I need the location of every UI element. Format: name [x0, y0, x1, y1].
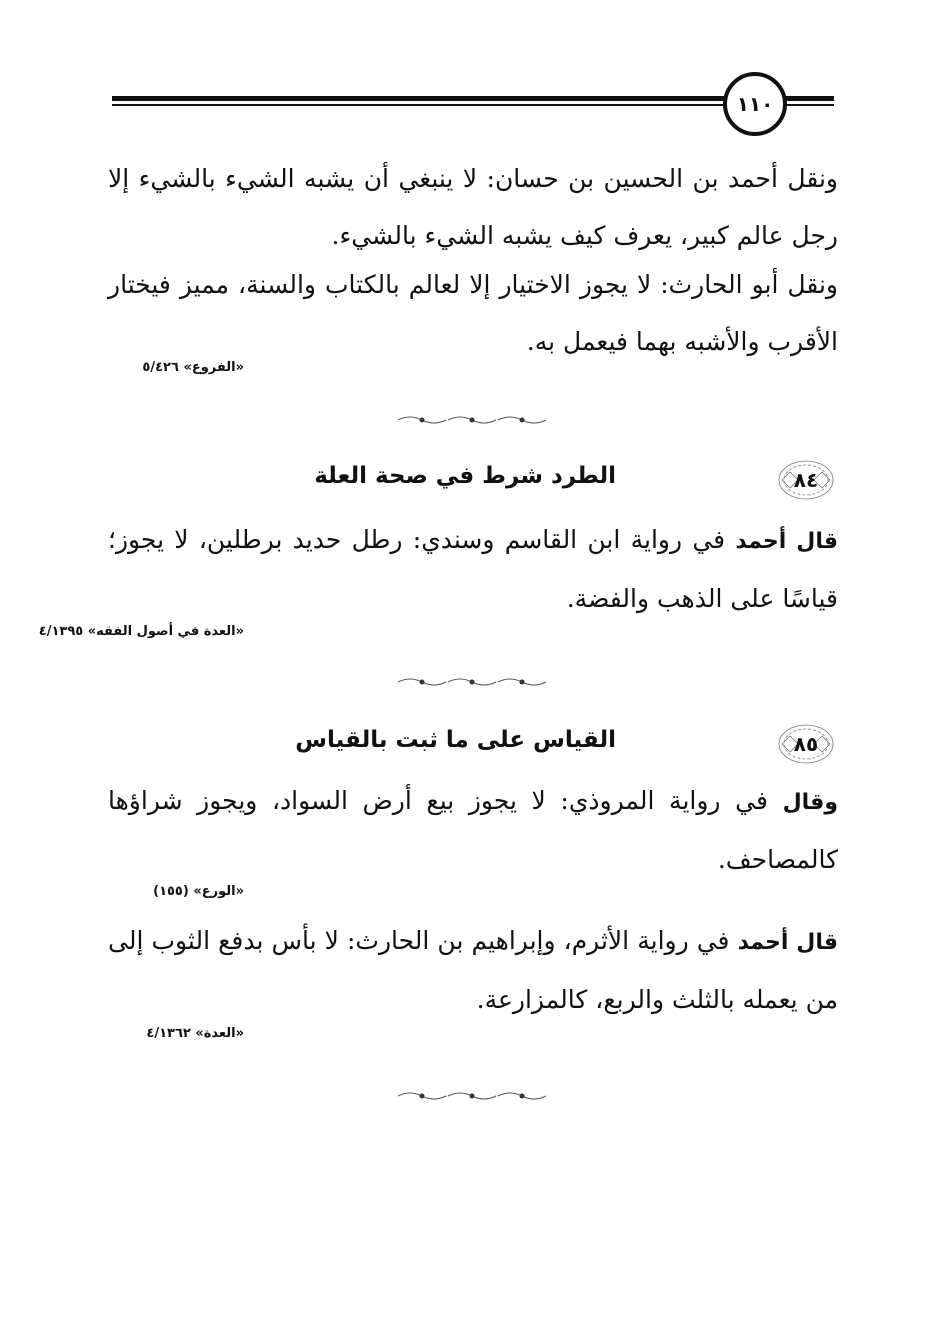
reference-udda-usul: «العدة في أصول الفقه» ٤/١٣٩٥ — [38, 624, 244, 639]
reference-udda: «العدة» ٤/١٣٦٢ — [146, 1026, 244, 1041]
paragraph-text: في رواية المروذي: لا يجوز بيع أرض السواد، ويجوز شراؤها كالمصاحف. — [108, 786, 838, 874]
floral-divider-icon — [396, 414, 548, 426]
section-84-badge — [776, 458, 836, 502]
reference-wara: «الورع» (١٥٥) — [153, 884, 244, 899]
section-85-number: ٨٥ — [793, 732, 819, 756]
section-84-paragraph — [108, 511, 838, 627]
section-85-badge — [776, 722, 836, 766]
section-84-number: ٨٤ — [793, 468, 819, 492]
page-number: ١١٠ — [723, 72, 787, 136]
reference-furu: «الفروع» ٥/٤٢٦ — [142, 360, 244, 375]
floral-divider-icon — [396, 1090, 548, 1102]
paragraph-text: في رواية الأثرم، وإبراهيم بن الحارث: لا بأس بدفع الثوب إلى من يعمله بالثلث والربع، كالمزارعة. — [108, 926, 838, 1014]
speaker-label: وقال — [782, 790, 838, 815]
floral-divider-icon — [396, 676, 548, 688]
section-85-paragraph-2 — [108, 912, 838, 1028]
speaker-label: قال أحمد — [735, 529, 838, 554]
section-84-title: الطرد شرط في صحة العلة — [314, 463, 616, 489]
paragraph-text: في رواية ابن القاسم وسندي: رطل حديد برطلين، لا يجوز؛ قياسًا على الذهب والفضة. — [108, 525, 838, 613]
section-85-paragraph-1 — [108, 772, 838, 888]
speaker-label: قال أحمد — [737, 930, 838, 955]
section-85-title: القياس على ما ثبت بالقياس — [295, 727, 616, 753]
paragraph-ibn-hassan: ونقل أحمد بن الحسين بن حسان: لا ينبغي أن يشبه الشيء بالشيء إلا رجل عالم كبير، يعرف كيف يشبه الشيء بالشيء. — [108, 164, 838, 250]
paragraph-abu-al-harith: ونقل أبو الحارث: لا يجوز الاختيار إلا لعالم بالكتاب والسنة، مميز فيختار الأقرب والأشبه بهما فيعمل به. — [108, 270, 838, 356]
